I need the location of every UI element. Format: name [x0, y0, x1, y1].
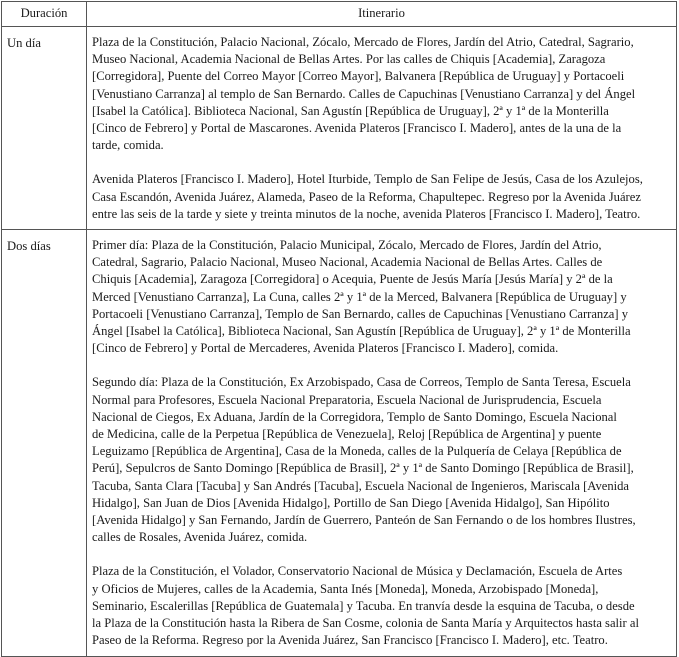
itinerary-table: [1, 1, 677, 657]
itinerary-cell: [87, 230, 677, 656]
itinerary-cell: [87, 27, 677, 230]
itinerary-paragraph: Primer día: Plaza de la Constitución, Palacio Municipal, Zócalo, Mercado de Flores, Jardín del Atrio, Catedral, Sagrario, Palacio Nacional, Museo Nacional, Academia Nacional de Bellas Artes. Calles de Chiquis [Academia], Zaragoza [Corregidora] o Acequia, Puente de Jesús María [Jesús María] y 2ª de la Merced [Venustiano Carranza], La Cuna, calles 2ª y 1ª de la Merced, Balvanera [República de Uruguay] y Portacoeli [Venustiano Carranza], Templo de San Bernardo, calles de Capuchinas [Venustiano Carranza] y Ángel [Isabel la Católica], Biblioteca Nacional, San Agustín [República de Uruguay], 2ª y 1ª de Monterilla [Cinco de Febrero] y Portal de Mercaderes, Avenida Plateros [Francisco I. Madero], comida.: [92, 238, 631, 356]
itinerary-header: Itinerario: [87, 2, 677, 27]
itinerary-paragraph: Plaza de la Constitución, el Volador, Conservatorio Nacional de Música y Declamación, Escuela de Artes y Oficios de Mujeres, calles de la Academia, Santa Inés [Moneda], Moneda, Arzobispado [Moneda], Seminario, Escalerillas [República de Guatemala] y Tacuba. En tranvía desde la esquina de Tacuba, o desde la Plaza de la Constitución hasta la Ribera de San Cosme, colonia de Santa María y Arquitectos hasta salir al Paseo de la Reforma. Regreso por la Avenida Juárez, San Francisco [Francisco I. Madero], etc. Teatro.: [92, 564, 639, 648]
itinerary-paragraph: Avenida Plateros [Francisco I. Madero], Hotel Iturbide, Templo de San Felipe de Jesús, Casa de los Azulejos, Casa Escandón, Avenida Juárez, Alameda, Paseo de la Reforma, Chapultepec. Regreso por la Avenida Juárez entre las seis de la tarde y siete y treinta minutos de la noche, avenida Plateros [Francisco I. Madero], Teatro.: [92, 172, 643, 221]
header-row: [2, 2, 677, 27]
duration-header: Duración: [2, 2, 87, 27]
table-row: [2, 230, 677, 656]
itinerary-paragraph: Segundo día: Plaza de la Constitución, Ex Arzobispado, Casa de Correos, Templo de Santa Teresa, Escuela Normal para Profesores, Escuela Nacional Preparatoria, Escuela Nacional de Jurisprudencia, Escuela Nacional de Ciegos, Ex Aduana, Jardín de la Corregidora, Templo de Santo Domingo, Escuela Nacional de Medicina, calle de la Perpetua [República de Venezuela], Reloj [República de Argentina] y puente Leguizamo [República de Argentina], Casa de la Moneda, calles de la Pulquería de Celaya [República de Perú], Sepulcros de Santo Domingo [República de Brasil], 2ª y 1ª de Santo Domingo [República de Brasil], Tacuba, Santa Clara [Tacuba] y San Andrés [Tacuba], Escuela Nacional de Ingenieros, Mariscala [Avenida Hidalgo], San Juan de Dios [Avenida Hidalgo], Portillo de San Diego [Avenida Hidalgo], San Hipólito [Avenida Hidalgo] y San Fernando, Jardín de Guerrero, Panteón de San Fernando o de los hombres Ilustres, calles de Rosales, Avenida Juárez, comida.: [92, 375, 636, 545]
itinerary-paragraph: Plaza de la Constitución, Palacio Nacional, Zócalo, Mercado de Flores, Jardín del Atrio, Catedral, Sagrario, Museo Nacional, Academia Nacional de Bellas Artes. Por las calles de Chiquis [Academia], Zaragoza [Corregidora], Puente del Correo Mayor [Correo Mayor], Balvanera [República de Uruguay] y Portacoeli [Venustiano Carranza] al templo de San Bernardo. Calles de Capuchinas [Venustiano Carranza] y del Ángel [Isabel la Católica]. Biblioteca Nacional, San Agustín [República de Uruguay], 2ª y 1ª de la Monterilla [Cinco de Febrero] y Portal de Mascarones. Avenida Plateros [Francisco I. Madero], antes de la una de la tarde, comida.: [92, 35, 636, 153]
table-row: [2, 27, 677, 230]
duration-cell: Un día: [2, 27, 87, 230]
duration-cell: Dos días: [2, 230, 87, 656]
